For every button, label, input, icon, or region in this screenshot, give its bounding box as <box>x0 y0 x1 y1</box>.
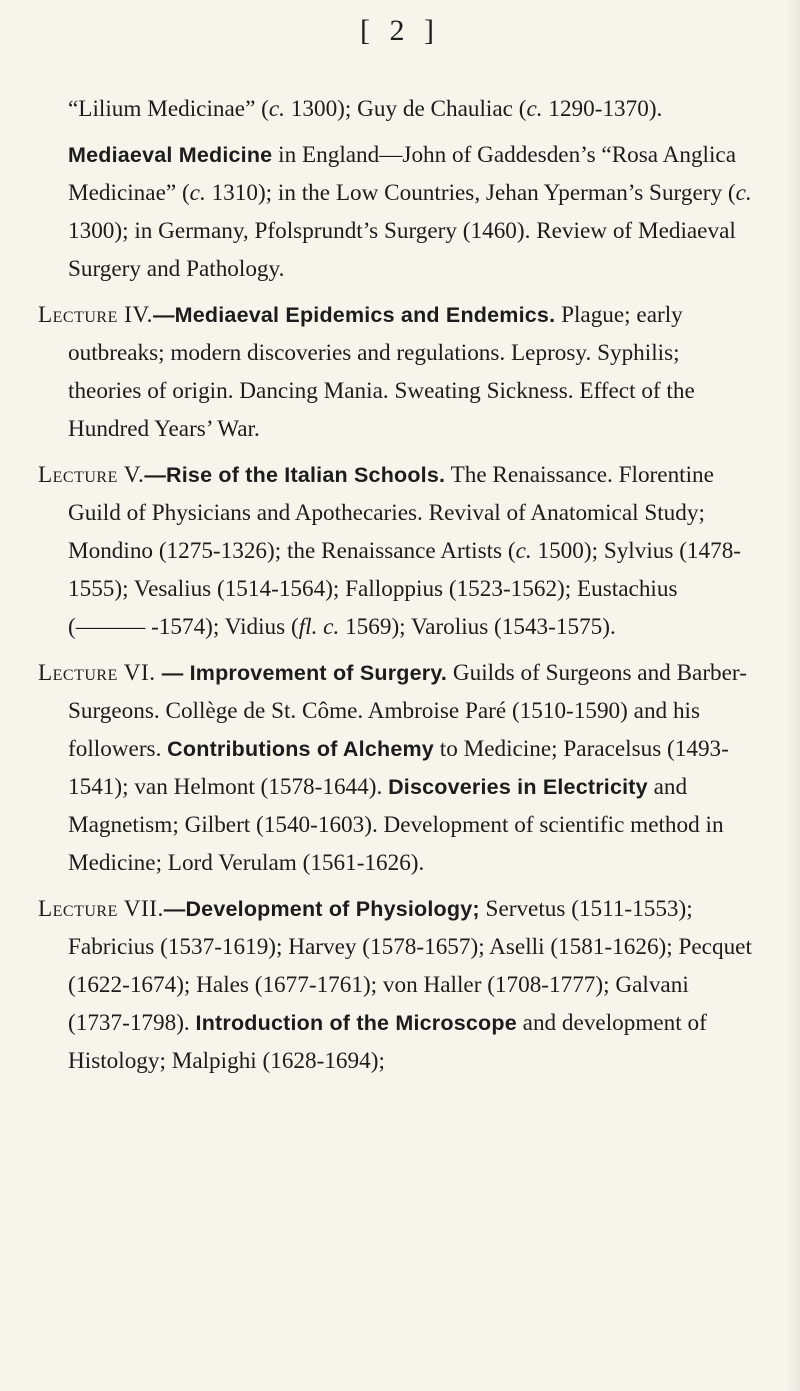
electricity-heading: Discoveries in Electricity <box>388 775 648 799</box>
lecture-iv-heading: —Mediaeval Epidemics and Endemics. <box>152 303 556 327</box>
intro-text-c: 1290-1370). <box>542 96 663 122</box>
intro-text-b: 1300); Guy de Chauliac ( <box>284 96 527 122</box>
lecture-vi-text-a: Guilds of Surgeons and Barber-Surgeons. Collège de St. Côme. Ambroise Paré (1510-1590) and his followers. <box>68 660 747 762</box>
lecture-vii-text-b: and development of Histology; Malpighi (1628-1694); <box>68 1010 707 1074</box>
lecture-v-heading: —Rise of the Italian Schools. <box>144 463 446 487</box>
circa-mark: c. <box>268 96 285 122</box>
lecture-v-text-b: 1500); Sylvius (1478-1555); Vesalius (1514-1564); Falloppius (1523-1562); Eustachius (——— -1574); Vidius ( <box>68 538 742 640</box>
lecture-iv-label: Lecture IV. <box>38 302 153 328</box>
lecture-vii-paragraph <box>38 890 753 1080</box>
page-number: [ 2 ] <box>360 14 440 47</box>
mediaeval-paragraph <box>38 136 753 288</box>
circa-mark: c. <box>735 180 752 206</box>
lecture-iv-paragraph <box>38 296 753 448</box>
lecture-v-text-c: 1569); Varolius (1543-1575). <box>339 614 616 640</box>
lecture-vii-text-a: Servetus (1511-1553); Fabricius (1537-1619); Harvey (1578-1657); Aselli (1581-1626); Pecquet (1622-1674); Hales (1677-1761); von Haller (1708-1777); Galvani (1737-1798). <box>68 896 752 1036</box>
microscope-heading: Introduction of the Microscope <box>195 1011 517 1035</box>
syllabus-text <box>38 90 753 1088</box>
intro-text-a: “Lilium Medicinae” ( <box>68 96 269 122</box>
lecture-vii-heading: —Development of Physiology; <box>163 897 480 921</box>
mediaeval-heading: Mediaeval Medicine <box>68 143 273 167</box>
intro-paragraph <box>38 90 753 128</box>
circa-mark: c. <box>189 180 206 206</box>
lecture-vi-paragraph <box>38 654 753 882</box>
circa-mark: c. <box>515 538 532 564</box>
lecture-iv-text: Plague; early outbreaks; modern discoveries and regulations. Leprosy. Syphilis; theories of origin. Dancing Mania. Sweating Sickness. Effect of the Hundred Years’ War. <box>68 302 695 442</box>
mediaeval-text-a: in England—John of Gaddesden’s “Rosa Anglica Medicinae” ( <box>68 142 737 206</box>
page-edge-shadow <box>786 0 800 1391</box>
lecture-vi-label: Lecture VI. <box>38 660 156 686</box>
lecture-vi-text-c: and Magnetism; Gilbert (1540-1603). Development of scientific method in Medicine; Lord Verulam (1561-1626). <box>68 774 724 876</box>
mediaeval-text-b: 1310); in the Low Countries, Jehan Yperman’s Surgery ( <box>205 180 736 206</box>
circa-mark: c. <box>526 96 543 122</box>
lecture-v-label: Lecture V. <box>38 462 145 488</box>
lecture-v-paragraph <box>38 456 753 646</box>
lecture-v-text-a: The Renaissance. Florentine Guild of Physicians and Apothecaries. Revival of Anatomical Study; Mondino (1275-1326); the Renaissance Artists ( <box>68 462 714 564</box>
floruit-mark: fl. c. <box>298 614 340 640</box>
lecture-vii-label: Lecture VII. <box>38 896 164 922</box>
lecture-vi-text-b: to Medicine; Paracelsus (1493-1541); van Helmont (1578-1644). <box>68 736 729 800</box>
lecture-vi-heading: — Improvement of Surgery. <box>155 661 448 685</box>
mediaeval-text-c: 1300); in Germany, Pfolsprundt’s Surgery (1460). Review of Mediaeval Surgery and Pathology. <box>68 218 736 282</box>
alchemy-heading: Contributions of Alchemy <box>167 737 434 761</box>
